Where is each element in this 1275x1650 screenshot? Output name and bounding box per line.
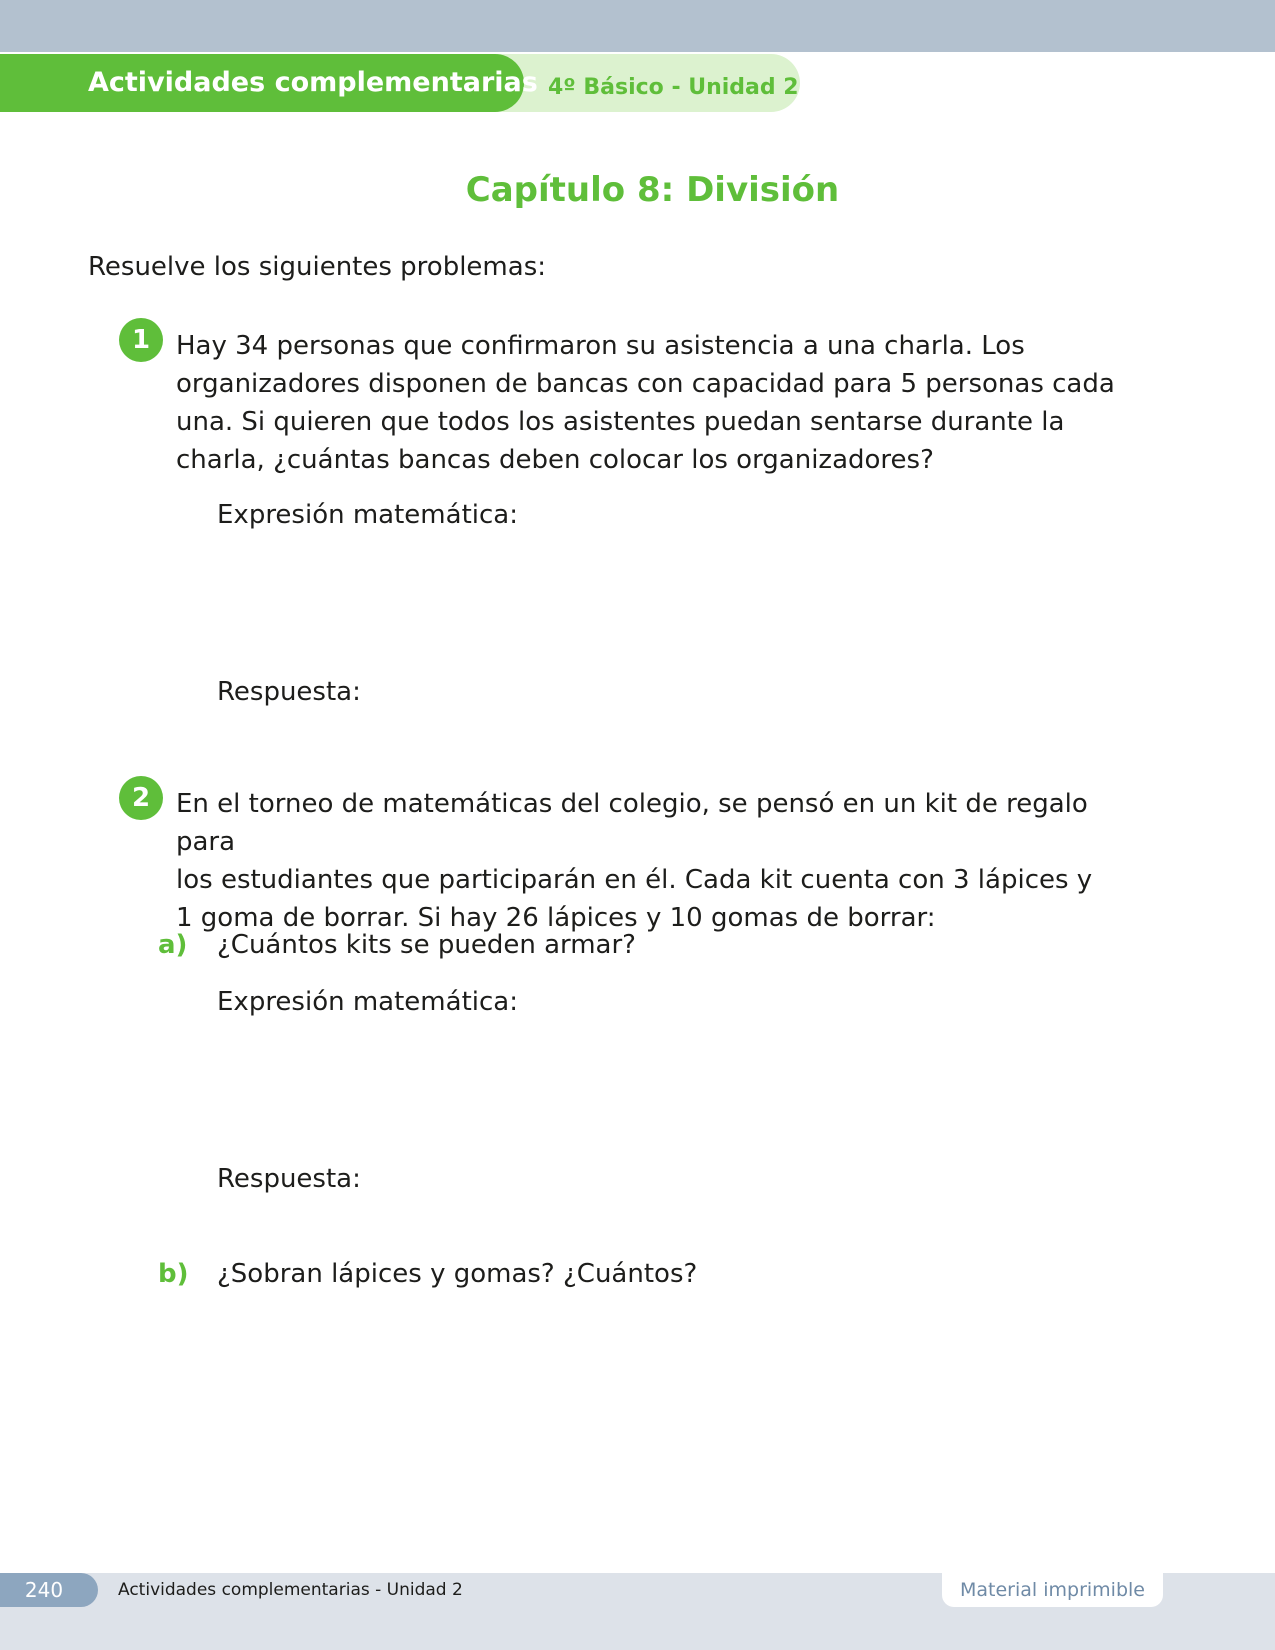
footer-text: Actividades complementarias - Unidad 2 (118, 1580, 463, 1600)
instruction-text: Resuelve los siguientes problemas: (88, 252, 546, 282)
printable-material-label: Material imprimible (942, 1573, 1163, 1607)
header-title: Actividades complementarias (88, 67, 538, 98)
top-band (0, 0, 1275, 52)
problem-1-number-badge: 1 (119, 318, 163, 362)
part-a-question: ¿Cuántos kits se pueden armar? (217, 930, 636, 960)
problem-2-text-line: los estudiantes que participarán en él. Cada kit cuenta con 3 lápices y (176, 865, 1093, 895)
problem-1-expression-label: Expresión matemática: (217, 500, 518, 530)
problem-2-text-line: En el torneo de matemáticas del colegio, se pensó en un kit de regalo para (176, 789, 1088, 857)
chapter-title: Capítulo 8: División (465, 170, 840, 210)
problem-2-number-badge: 2 (119, 776, 163, 820)
part-a-answer-label: Respuesta: (217, 1164, 361, 1194)
part-b-question: ¿Sobran lápices y gomas? ¿Cuántos? (217, 1259, 698, 1289)
problem-1-answer-label: Respuesta: (217, 677, 361, 707)
header-subtitle: 4º Básico - Unidad 2 (548, 75, 799, 100)
page-number: 240 (0, 1573, 98, 1607)
problem-2-text-line: 1 goma de borrar. Si hay 26 lápices y 10 gomas de borrar: (176, 903, 936, 933)
part-b-letter: b) (158, 1259, 189, 1289)
part-a-letter: a) (158, 930, 188, 960)
part-a-expression-label: Expresión matemática: (217, 987, 518, 1017)
problem-2-text (176, 785, 1136, 937)
problem-1-text: Hay 34 personas que confirmaron su asistencia a una charla. Los organizadores disponen de bancas con capacidad para 5 personas cada una. Si quieren que todos los asistentes puedan sentarse durante la charla, ¿cuántas bancas deben colocar los organizadores? (176, 331, 1115, 475)
